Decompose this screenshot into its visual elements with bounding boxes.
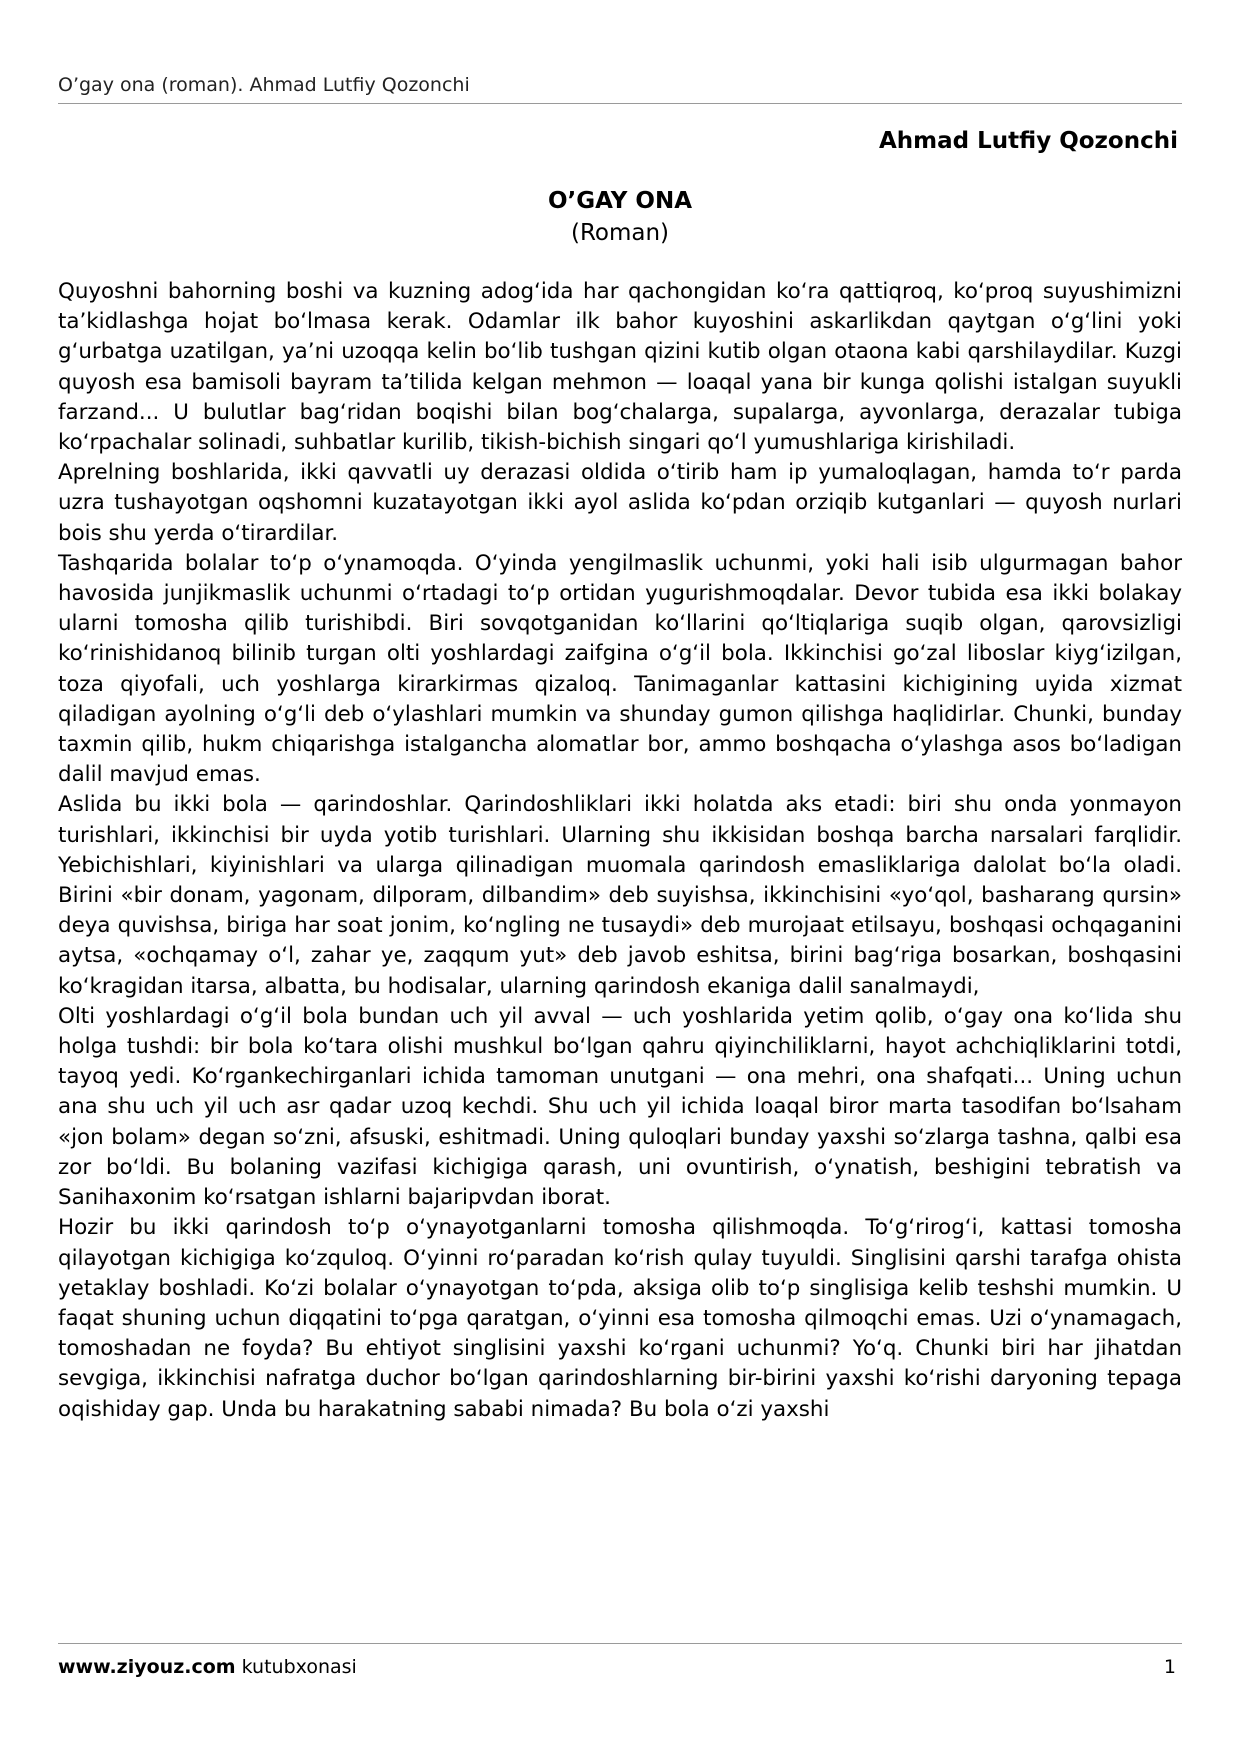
author-name: Ahmad Lutfiy Qozonchi	[878, 128, 1178, 154]
paragraph: Quyoshni bahorning boshi va kuzning adog‘ida har qachongidan ko‘ra qattiqroq, ko‘proq suyushimizni ta’kidlashga hojat bo‘lmasa kerak. Odamlar ilk bahor kuyoshini askarlikdan qaytgan o‘g‘lini yoki g‘urbatga uzatilgan, ya’ni uzoqqa kelin bo‘lib tushgan qizini kutib olgan otaona kabi qarshilaydilar. Kuzgi quyosh esa bamisoli bayram ta’tilida kelgan mehmon — loaqal yana bir kunga qolishi istalgan suyukli farzand... U bulutlar bag‘ridan boqishi bilan bog‘chalarga, supalarga, ayvonlarga, derazalar tubiga ko‘rpachalar solinadi, suhbatlar kurilib, tikish-bichish singari qo‘l yumushlariga kirishiladi.	[58, 279, 1182, 456]
paragraph: Hozir bu ikki qarindosh to‘p o‘ynayotganlarni tomosha qilishmoqda. To‘g‘rirog‘i, kattasi tomosha qilayotgan kichigiga ko‘zquloq. O‘yinni ro‘paradan ko‘rish qulay tuyuldi. Singlisini qarshi tarafga ohista yetaklay boshladi. Ko‘zi bolalar o‘ynayotgan to‘pda, aksiga olib to‘p singlisiga kelib teshshi mumkin. U faqat shuning uchun diqqatini to‘pga qaratgan, o‘yinni esa tomosha qilmoqchi emas. Uzi o‘ynamagach, tomoshadan ne foyda? Bu ehtiyot singlisini yaxshi ko‘rgani uchunmi? Yo‘q. Chunki biri har jihatdan sevgiga, ikkinchisi nafratga duchor bo‘lgan qarindoshlarning bir-birini yaxshi ko‘rishi daryoning tepaga oqishiday gap. Unda bu harakatning sababi nimada? Bu bola o‘zi yaxshi	[58, 1215, 1182, 1422]
page-footer	[58, 1656, 1182, 1678]
footer-library-label: kutubxonasi	[241, 1656, 357, 1678]
paragraph: Aprelning boshlarida, ikki qavvatli uy derazasi oldida o‘tirib ham ip yumaloqlagan, hamda to‘r parda uzra tushayotgan oqshomni kuzatayotgan ikki ayol aslida ko‘pdan orziqib kutganlari — quyosh nurlari bois shu yerda o‘tirardilar.	[58, 460, 1182, 546]
paragraph: Aslida bu ikki bola — qarindoshlar. Qarindoshliklari ikki holatda aks etadi: biri shu onda yonmayon turishlari, ikkinchisi bir uyda yotib turishlari. Ularning shu ikkisidan boshqa barcha narsalari farqlidir. Yebichishlari, kiyinishlari va ularga qilinadigan muomala qarindosh emasliklariga dalolat bo‘la oladi. Birini «bir donam, yagonam, dilporam, dilbandim» deb suyishsa, ikkinchisini «yo‘qol, basharang qursin» deya quvishsa, biriga har soat jonim, ko‘ngling ne tusaydi» deb murojaat etilsayu, boshqasi ochqaganini aytsa, «ochqamay o‘l, zahar ye, zaqqum yut» deb javob eshitsa, birini bag‘riga bosarkan, boshqasini ko‘kragidan itarsa, albatta, bu hodisalar, ularning qarindosh ekaniga dalil sanalmaydi,	[58, 792, 1182, 999]
footer-site-link[interactable]: www.ziyouz.com	[58, 1656, 236, 1678]
document-subtitle: (Roman)	[570, 220, 670, 246]
running-header: O’gay ona (roman). Ahmad Lutfiy Qozonchi	[58, 74, 470, 96]
footer-divider	[58, 1643, 1182, 1644]
document-title: O’GAY ONA	[547, 188, 693, 214]
paragraph: Olti yoshlardagi o‘g‘il bola bundan uch yil avval — uch yoshlarida yetim qolib, o‘gay ona ko‘lida shu holga tushdi: bir bola ko‘tara olishi mushkul bo‘lgan qahru qiyinchiliklarni, hayot achchiqliklarini totdi, tayoq yedi. Ko‘rgankechirganlari ichida tamoman unutgani — ona mehri, ona shafqati... Uning uchun ana shu uch yil uch asr qadar uzoq kechdi. Shu uch yil ichida loaqal biror marta tasodifan bo‘lsaham «jon bolam» degan so‘zni, afsuski, eshitmadi. Uning quloqlari bunday yaxshi so‘zlarga tashna, qalbi esa zor bo‘ldi. Bu bolaning vazifasi kichigiga qarash, uni ovuntirish, o‘ynatish, beshigini tebratish va Sanihaxonim ko‘rsatgan ishlarni bajaripvdan iborat.	[58, 1003, 1182, 1211]
page-number: 1	[1163, 1656, 1176, 1678]
paragraph: Tashqarida bolalar to‘p o‘ynamoqda. O‘yinda yengilmaslik uchunmi, yoki hali isib ulgurmagan bahor havosida junjikmaslik uchunmi o‘rtadagi to‘p ortidan yugurishmoqdalar. Devor tubida esa ikki bolakay ularni tomosha qilib turishibdi. Biri sovqotganidan ko‘llarini qo‘ltiqlariga suqib olgan, qarovsizligi ko‘rinishidanoq bilinib turgan olti yoshlardagi zaifgina o‘g‘il bola. Ikkinchisi go‘zal liboslar kiyg‘izilgan, toza qiyofali, uch yoshlarga kirarkirmas qizaloq. Tanimaganlar kattasini kichigining uyida xizmat qiladigan ayolning o‘g‘li deb o‘ylashlari mumkin va shunday gumon qilishga haqlidirlar. Chunki, bunday taxmin qilib, hukm chiqarishga istalgancha alomatlar bor, ammo boshqacha o‘ylashga asos bo‘ladigan dalil mavjud emas.	[58, 550, 1182, 788]
header-divider	[58, 103, 1182, 104]
body-text	[58, 277, 1182, 1425]
